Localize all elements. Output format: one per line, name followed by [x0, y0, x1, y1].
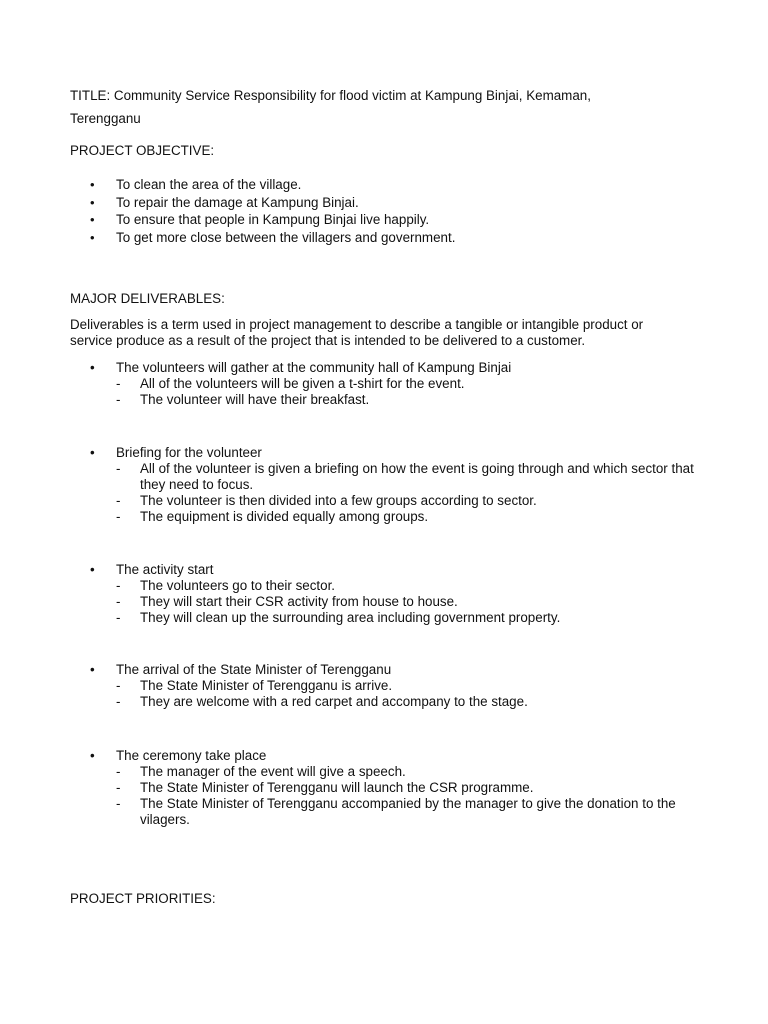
deliverable-item: - The volunteer is then divided into a few groups according to sector. [0, 493, 700, 509]
deliverable-heading: • The volunteers will gather at the community hall of Kampung Binjai [0, 360, 768, 376]
deliverable-heading: • Briefing for the volunteer [0, 445, 768, 461]
deliverable-item: - They will clean up the surrounding area including government property. [0, 610, 700, 626]
deliverable-item: - The manager of the event will give a speech. [0, 764, 700, 780]
deliverable-group [0, 445, 768, 525]
deliverables-intro-line-1: Deliverables is a term used in project management to describe a tangible or intangible product or [70, 317, 644, 332]
objective-item: • To get more close between the villagers and government. [0, 229, 455, 247]
title-line-1: TITLE: Community Service Responsibility for flood victim at Kampung Binjai, Kemaman, [70, 88, 591, 103]
title-line-2: Terengganu [70, 111, 141, 126]
objective-list [0, 176, 455, 246]
deliverable-item: - The State Minister of Terengganu accompanied by the manager to give the donation to the vilagers. [0, 796, 700, 828]
deliverable-item: - The State Minister of Terengganu will launch the CSR programme. [0, 780, 700, 796]
deliverables-heading: MAJOR DELIVERABLES: [70, 291, 225, 306]
objective-item: • To repair the damage at Kampung Binjai. [0, 194, 455, 212]
objective-heading: PROJECT OBJECTIVE: [70, 143, 215, 158]
deliverable-item: - They are welcome with a red carpet and accompany to the stage. [0, 694, 700, 710]
deliverable-item: - The volunteers go to their sector. [0, 578, 700, 594]
deliverable-item: - All of the volunteer is given a briefing on how the event is going through and which sector that they need to focus. [0, 461, 700, 493]
deliverable-group [0, 748, 768, 828]
objective-item: • To ensure that people in Kampung Binjai live happily. [0, 211, 455, 229]
deliverable-item: - The volunteer will have their breakfast. [0, 392, 700, 408]
deliverable-item: - The State Minister of Terengganu is arrive. [0, 678, 700, 694]
deliverable-heading: • The arrival of the State Minister of Terengganu [0, 662, 768, 678]
deliverable-item: - They will start their CSR activity from house to house. [0, 594, 700, 610]
deliverables-intro-line-2: service produce as a result of the project that is intended to be delivered to a customer. [70, 333, 586, 348]
deliverable-item: - The equipment is divided equally among groups. [0, 509, 700, 525]
deliverable-group [0, 662, 768, 710]
deliverable-item: - All of the volunteers will be given a t-shirt for the event. [0, 376, 700, 392]
deliverable-group [0, 562, 768, 626]
deliverable-heading: • The activity start [0, 562, 768, 578]
deliverable-heading: • The ceremony take place [0, 748, 768, 764]
priorities-heading: PROJECT PRIORITIES: [70, 891, 216, 906]
deliverable-group [0, 360, 768, 408]
objective-item: • To clean the area of the village. [0, 176, 455, 194]
